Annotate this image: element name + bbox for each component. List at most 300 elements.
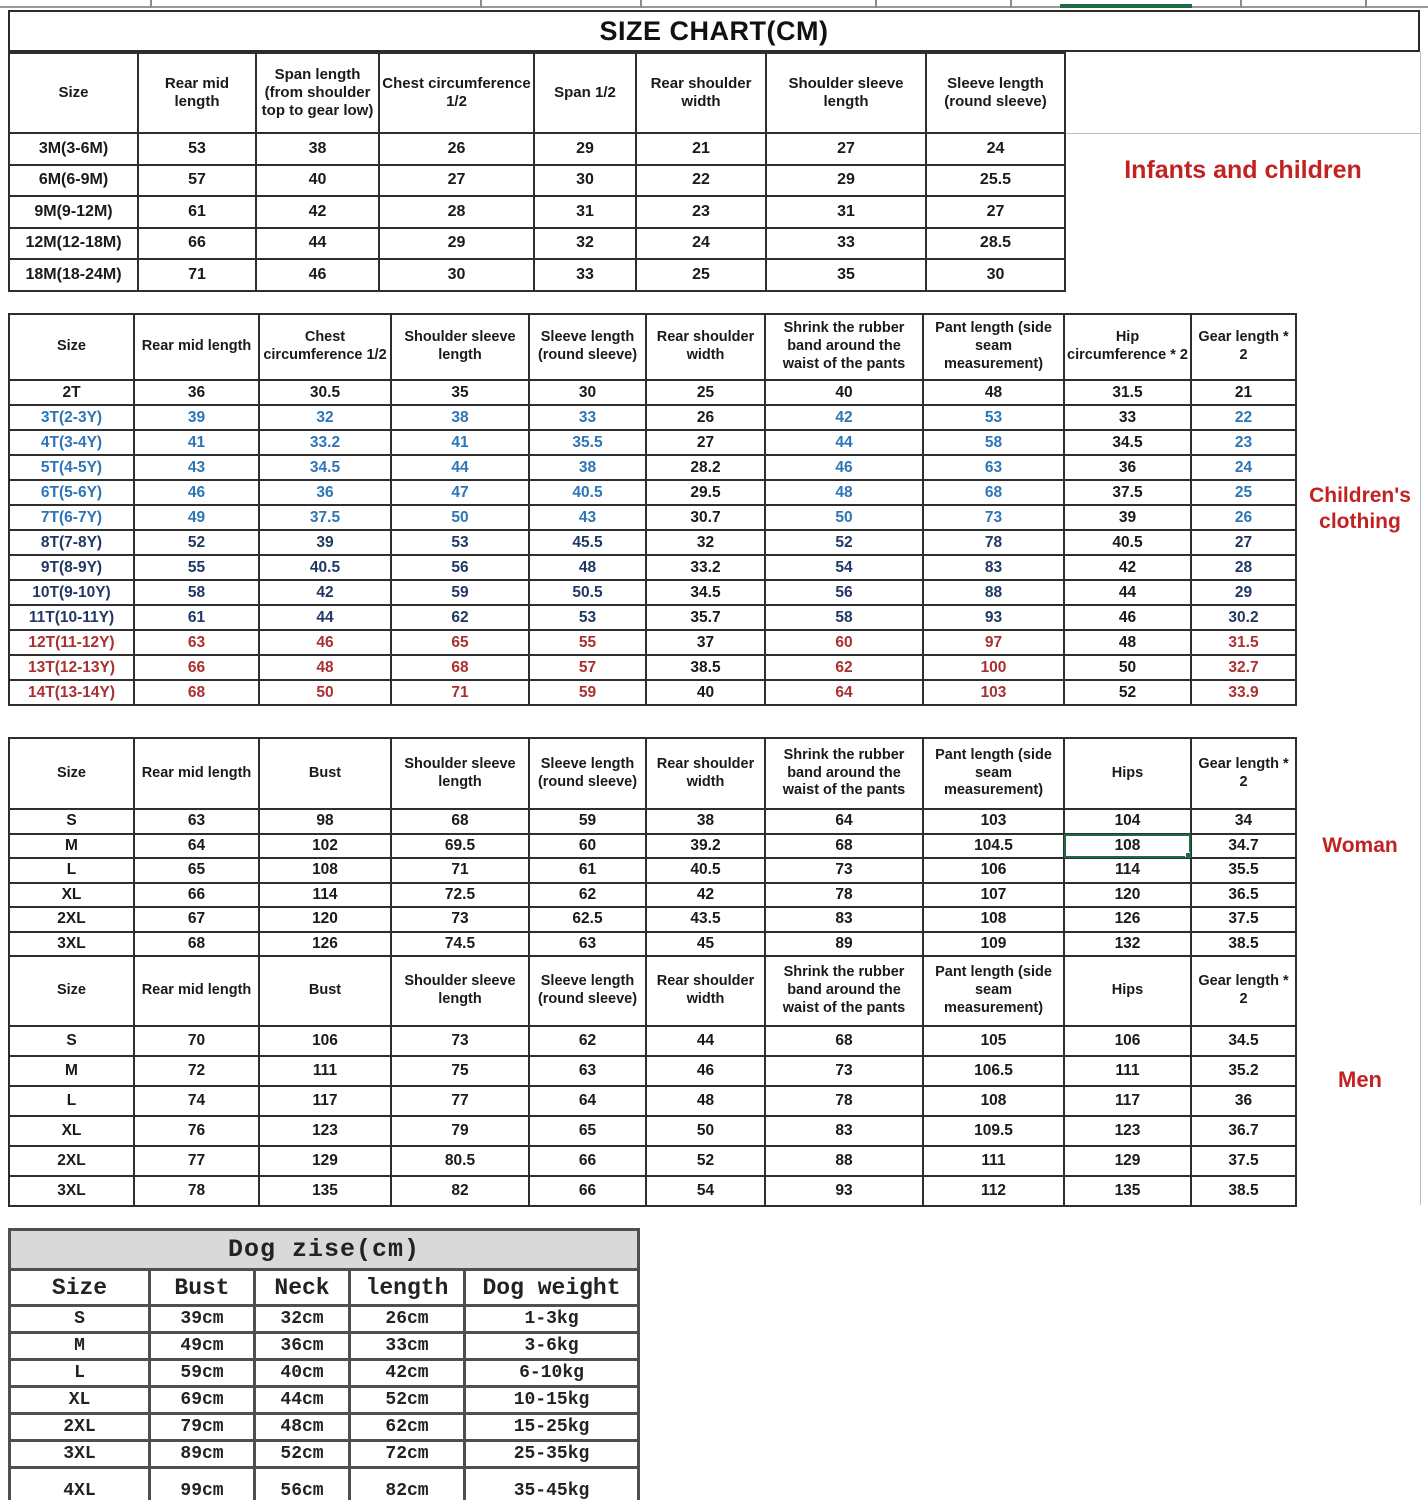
table-cell: 38 [391,405,529,430]
table-cell: 35-45kg [465,1468,639,1500]
table-cell: 33cm [350,1333,465,1360]
table-cell: 57 [138,165,256,197]
row-size-label: 2T [9,380,134,405]
table-cell: 48 [923,380,1064,405]
table-cell: 34.5 [646,580,765,605]
table-cell: 25 [1191,480,1296,505]
table-cell: 52 [765,530,923,555]
table-cell: 28 [1191,555,1296,580]
table-cell: 40 [646,680,765,705]
table-cell: 39 [1064,505,1191,530]
table-cell: 112 [923,1176,1064,1206]
row-size-label: 10T(9-10Y) [9,580,134,605]
table-cell: 78 [765,883,923,908]
children-size-table [8,313,1297,706]
column-header: Bust [150,1270,255,1306]
table-cell: 36.5 [1191,883,1296,908]
page-title: SIZE CHART(CM) [8,10,1420,52]
table-cell: 106 [1064,1026,1191,1056]
table-cell: 65 [134,858,259,883]
table-cell: 56cm [255,1468,350,1500]
table-cell: 27 [766,133,926,165]
column-header: Hips [1064,956,1191,1026]
table-cell: 106 [923,858,1064,883]
table-cell: 40.5 [529,480,646,505]
table-cell: 63 [529,932,646,957]
table-cell: 64 [529,1086,646,1116]
table-cell: 80.5 [391,1146,529,1176]
table-cell: 68 [923,480,1064,505]
table-cell: 49cm [150,1333,255,1360]
table-cell: 55 [529,630,646,655]
table-cell: 79cm [150,1414,255,1441]
table-cell: 111 [1064,1056,1191,1086]
table-cell: 72 [134,1056,259,1086]
table-cell: 58 [134,580,259,605]
table-cell: 42 [259,580,391,605]
table-cell: 83 [923,555,1064,580]
table-cell: 53 [391,530,529,555]
table-cell: 40.5 [259,555,391,580]
row-size-label: 9T(8-9Y) [9,555,134,580]
table-cell: 26cm [350,1306,465,1333]
table-cell: 44 [256,228,379,260]
table-cell: 88 [923,580,1064,605]
table-cell: 68 [134,680,259,705]
infants-category-label: Infants and children [1124,156,1362,185]
table-cell: 37.5 [1191,1146,1296,1176]
table-cell: 25 [636,259,766,291]
table-cell: 83 [765,1116,923,1146]
table-cell: 61 [529,858,646,883]
table-cell: 34.5 [1191,1026,1296,1056]
column-header: Shrink the rubber band around the waist of the pants [765,314,923,380]
table-cell: 68 [391,655,529,680]
table-cell: 27 [379,165,534,197]
table-cell: 114 [259,883,391,908]
table-cell: 82 [391,1176,529,1206]
table-cell: 31 [766,196,926,228]
table-cell: 36 [1191,1086,1296,1116]
row-size-label: 2XL [10,1414,150,1441]
table-cell: 46 [1064,605,1191,630]
table-cell: 59 [391,580,529,605]
row-size-label: 6T(5-6Y) [9,480,134,505]
table-cell: 31.5 [1064,380,1191,405]
table-cell: 69cm [150,1387,255,1414]
table-cell: 107 [923,883,1064,908]
table-cell: 56 [765,580,923,605]
row-size-label: XL [10,1387,150,1414]
table-cell: 37.5 [1191,907,1296,932]
table-row [9,455,1296,480]
table-cell: 82cm [350,1468,465,1500]
table-row [9,1116,1296,1146]
row-size-label: S [9,1026,134,1056]
table-cell: 36 [259,480,391,505]
table-cell: 33.9 [1191,680,1296,705]
selection-column-marker [1060,4,1192,8]
row-size-label: M [9,1056,134,1086]
selected-cell: 108 [1064,834,1191,859]
table-cell: 33.2 [259,430,391,455]
table-cell: 38 [529,455,646,480]
table-cell: 35.5 [529,430,646,455]
table-cell: 31.5 [1191,630,1296,655]
table-cell: 34.5 [259,455,391,480]
table-cell: 89 [765,932,923,957]
column-header: Shoulder sleeve length [391,738,529,809]
table-row [9,932,1296,957]
table-cell: 135 [259,1176,391,1206]
table-row [9,834,1296,859]
table-cell: 29 [1191,580,1296,605]
table-cell: 29 [766,165,926,197]
table-cell: 120 [1064,883,1191,908]
men-size-table [8,955,1297,1207]
table-cell: 76 [134,1116,259,1146]
table-cell: 33 [1064,405,1191,430]
table-cell: 40.5 [1064,530,1191,555]
table-cell: 34 [1191,809,1296,834]
table-cell: 46 [259,630,391,655]
table-cell: 32 [534,228,636,260]
table-cell: 89cm [150,1441,255,1468]
table-cell: 83 [765,907,923,932]
row-size-label: 3XL [9,1176,134,1206]
table-cell: 44 [765,430,923,455]
table-cell: 24 [926,133,1065,165]
table-cell: 126 [1064,907,1191,932]
table-row [10,1360,639,1387]
table-cell: 30.2 [1191,605,1296,630]
column-header: Pant length (side seam measurement) [923,314,1064,380]
table-cell: 48 [259,655,391,680]
table-cell: 45 [646,932,765,957]
row-size-label: 3T(2-3Y) [9,405,134,430]
table-cell: 70 [134,1026,259,1056]
table-cell: 32.7 [1191,655,1296,680]
table-row [9,133,1065,165]
table-cell: 48 [1064,630,1191,655]
table-row [10,1333,639,1360]
table-cell: 62 [765,655,923,680]
table-cell: 23 [636,196,766,228]
table-cell: 30.5 [259,380,391,405]
header-row [9,53,1065,133]
table-cell: 62 [529,883,646,908]
table-cell: 62 [529,1026,646,1056]
table-cell: 73 [391,907,529,932]
table-cell: 104.5 [923,834,1064,859]
table-cell: 63 [529,1056,646,1086]
table-cell: 42 [1064,555,1191,580]
table-row [9,380,1296,405]
table-cell: 47 [391,480,529,505]
table-cell: 50 [391,505,529,530]
table-cell: 30 [529,380,646,405]
table-cell: 58 [765,605,923,630]
table-cell: 88 [765,1146,923,1176]
row-size-label: 12M(12-18M) [9,228,138,260]
column-header: Size [9,738,134,809]
table-cell: 56 [391,555,529,580]
table-cell: 108 [923,907,1064,932]
table-row [10,1414,639,1441]
table-cell: 30 [534,165,636,197]
table-cell: 60 [529,834,646,859]
column-header: Rear mid length [138,53,256,133]
table-cell: 46 [256,259,379,291]
woman-size-table [8,737,1297,957]
table-cell: 53 [138,133,256,165]
table-cell: 35 [766,259,926,291]
table-cell: 64 [765,680,923,705]
table-cell: 39.2 [646,834,765,859]
table-row [9,165,1065,197]
table-cell: 59cm [150,1360,255,1387]
table-row [10,1468,639,1500]
table-cell: 129 [1064,1146,1191,1176]
table-cell: 123 [259,1116,391,1146]
table-cell: 120 [259,907,391,932]
table-cell: 42 [765,405,923,430]
table-cell: 44cm [255,1387,350,1414]
table-cell: 100 [923,655,1064,680]
column-header: Size [9,53,138,133]
column-header: Bust [259,738,391,809]
table-cell: 55 [134,555,259,580]
table-cell: 108 [259,858,391,883]
column-header: Rear mid length [134,314,259,380]
table-cell: 46 [134,480,259,505]
table-cell: 71 [138,259,256,291]
table-row [10,1441,639,1468]
table-cell: 37.5 [1064,480,1191,505]
table-cell: 35.2 [1191,1056,1296,1086]
table-cell: 37 [646,630,765,655]
table-cell: 114 [1064,858,1191,883]
table-cell: 21 [1191,380,1296,405]
row-size-label: 2XL [9,907,134,932]
table-cell: 123 [1064,1116,1191,1146]
table-cell: 41 [391,430,529,455]
table-cell: 73 [765,858,923,883]
grid-tick [875,0,877,8]
table-cell: 98 [259,809,391,834]
table-cell: 64 [765,809,923,834]
row-size-label: 7T(6-7Y) [9,505,134,530]
row-size-label: 2XL [9,1146,134,1176]
column-header: Chest circumference 1/2 [379,53,534,133]
table-row [9,1056,1296,1086]
table-cell: 69.5 [391,834,529,859]
table-cell: 54 [646,1176,765,1206]
row-size-label: M [10,1333,150,1360]
table-cell: 3-6kg [465,1333,639,1360]
table-cell: 26 [379,133,534,165]
table-cell: 117 [1064,1086,1191,1116]
table-cell: 44 [391,455,529,480]
table-cell: 22 [1191,405,1296,430]
grid-tick [1240,0,1242,8]
grid-tick [1365,0,1367,8]
table-cell: 58 [923,430,1064,455]
table-cell: 33 [529,405,646,430]
column-header: length [350,1270,465,1306]
woman-category-label: Woman [1322,833,1398,857]
table-row [9,1086,1296,1116]
table-cell: 68 [134,932,259,957]
column-header: Span length (from shoulder top to gear low) [256,53,379,133]
row-size-label: L [9,858,134,883]
table-cell: 29.5 [646,480,765,505]
table-cell: 48 [646,1086,765,1116]
row-size-label: L [9,1086,134,1116]
table-cell: 43.5 [646,907,765,932]
table-cell: 93 [765,1176,923,1206]
column-header: Sleeve length (round sleeve) [529,738,646,809]
header-row [10,1270,639,1306]
table-row [9,580,1296,605]
children-category-label: Children's clothing [1309,483,1411,533]
table-row [9,196,1065,228]
table-cell: 6-10kg [465,1360,639,1387]
table-cell: 68 [391,809,529,834]
table-cell: 49 [134,505,259,530]
table-cell: 30 [379,259,534,291]
table-row [9,530,1296,555]
row-size-label: 12T(11-12Y) [9,630,134,655]
table-cell: 63 [134,630,259,655]
men-category-label: Men [1338,1067,1382,1093]
table-cell: 106 [259,1026,391,1056]
table-cell: 36.7 [1191,1116,1296,1146]
table-cell: 74 [134,1086,259,1116]
column-header: Rear mid length [134,956,259,1026]
column-header: Span 1/2 [534,53,636,133]
column-header: Gear length * 2 [1191,738,1296,809]
table-cell: 48 [529,555,646,580]
column-header: Rear mid length [134,738,259,809]
table-cell: 46 [646,1056,765,1086]
table-cell: 78 [134,1176,259,1206]
row-size-label: XL [9,1116,134,1146]
table-cell: 41 [134,430,259,455]
table-cell: 104 [1064,809,1191,834]
column-header: Shoulder sleeve length [391,314,529,380]
table-row [9,1026,1296,1056]
table-cell: 59 [529,680,646,705]
table-cell: 24 [636,228,766,260]
table-cell: 50 [259,680,391,705]
table-cell: 40 [256,165,379,197]
table-cell: 42cm [350,1360,465,1387]
table-cell: 78 [923,530,1064,555]
table-cell: 43 [134,455,259,480]
table-cell: 32 [646,530,765,555]
dog-size-table [8,1228,640,1500]
table-cell: 132 [1064,932,1191,957]
table-cell: 66 [529,1176,646,1206]
row-size-label: 3XL [10,1441,150,1468]
column-header: Rear shoulder width [646,956,765,1026]
table-cell: 29 [379,228,534,260]
table-title: Dog zise(cm) [10,1230,639,1270]
header-row [9,738,1296,809]
table-cell: 27 [1191,530,1296,555]
table-cell: 25-35kg [465,1441,639,1468]
column-header: Pant length (side seam measurement) [923,956,1064,1026]
table-cell: 26 [1191,505,1296,530]
table-cell: 50 [765,505,923,530]
table-cell: 38.5 [1191,1176,1296,1206]
table-cell: 50 [1064,655,1191,680]
table-cell: 109 [923,932,1064,957]
table-cell: 126 [259,932,391,957]
table-cell: 54 [765,555,923,580]
table-cell: 73 [923,505,1064,530]
column-header: Size [10,1270,150,1306]
table-cell: 75 [391,1056,529,1086]
table-cell: 97 [923,630,1064,655]
grid-tick [480,0,482,8]
column-header: Sleeve length (round sleeve) [926,53,1065,133]
table-row [9,480,1296,505]
table-cell: 48cm [255,1414,350,1441]
column-header: Rear shoulder width [636,53,766,133]
table-cell: 66 [134,655,259,680]
table-cell: 34.7 [1191,834,1296,859]
table-cell: 53 [529,605,646,630]
table-cell: 48 [765,480,923,505]
column-header: Rear shoulder width [646,738,765,809]
table-cell: 59 [529,809,646,834]
table-row [9,630,1296,655]
table-cell: 25 [646,380,765,405]
table-cell: 61 [138,196,256,228]
table-cell: 72cm [350,1441,465,1468]
row-size-label: 5T(4-5Y) [9,455,134,480]
table-row [10,1306,639,1333]
table-cell: 99cm [150,1468,255,1500]
row-size-label: 18M(18-24M) [9,259,138,291]
table-cell: 60 [765,630,923,655]
table-cell: 28 [379,196,534,228]
table-cell: 62cm [350,1414,465,1441]
table-cell: 38.5 [1191,932,1296,957]
table-cell: 39cm [150,1306,255,1333]
column-header: Shrink the rubber band around the waist of the pants [765,956,923,1026]
row-size-label: 4T(3-4Y) [9,430,134,455]
row-size-label: L [10,1360,150,1387]
column-header: Hips [1064,738,1191,809]
table-title-row [10,1230,639,1270]
column-header: Size [9,956,134,1026]
table-cell: 65 [529,1116,646,1146]
table-cell: 35.7 [646,605,765,630]
table-cell: 44 [259,605,391,630]
table-cell: 68 [765,834,923,859]
table-cell: 40cm [255,1360,350,1387]
column-header: Shrink the rubber band around the waist of the pants [765,738,923,809]
grid-tick [150,0,152,8]
row-size-label: M [9,834,134,859]
column-header: Shoulder sleeve length [766,53,926,133]
table-cell: 30 [926,259,1065,291]
table-cell: 23 [1191,430,1296,455]
table-cell: 21 [636,133,766,165]
